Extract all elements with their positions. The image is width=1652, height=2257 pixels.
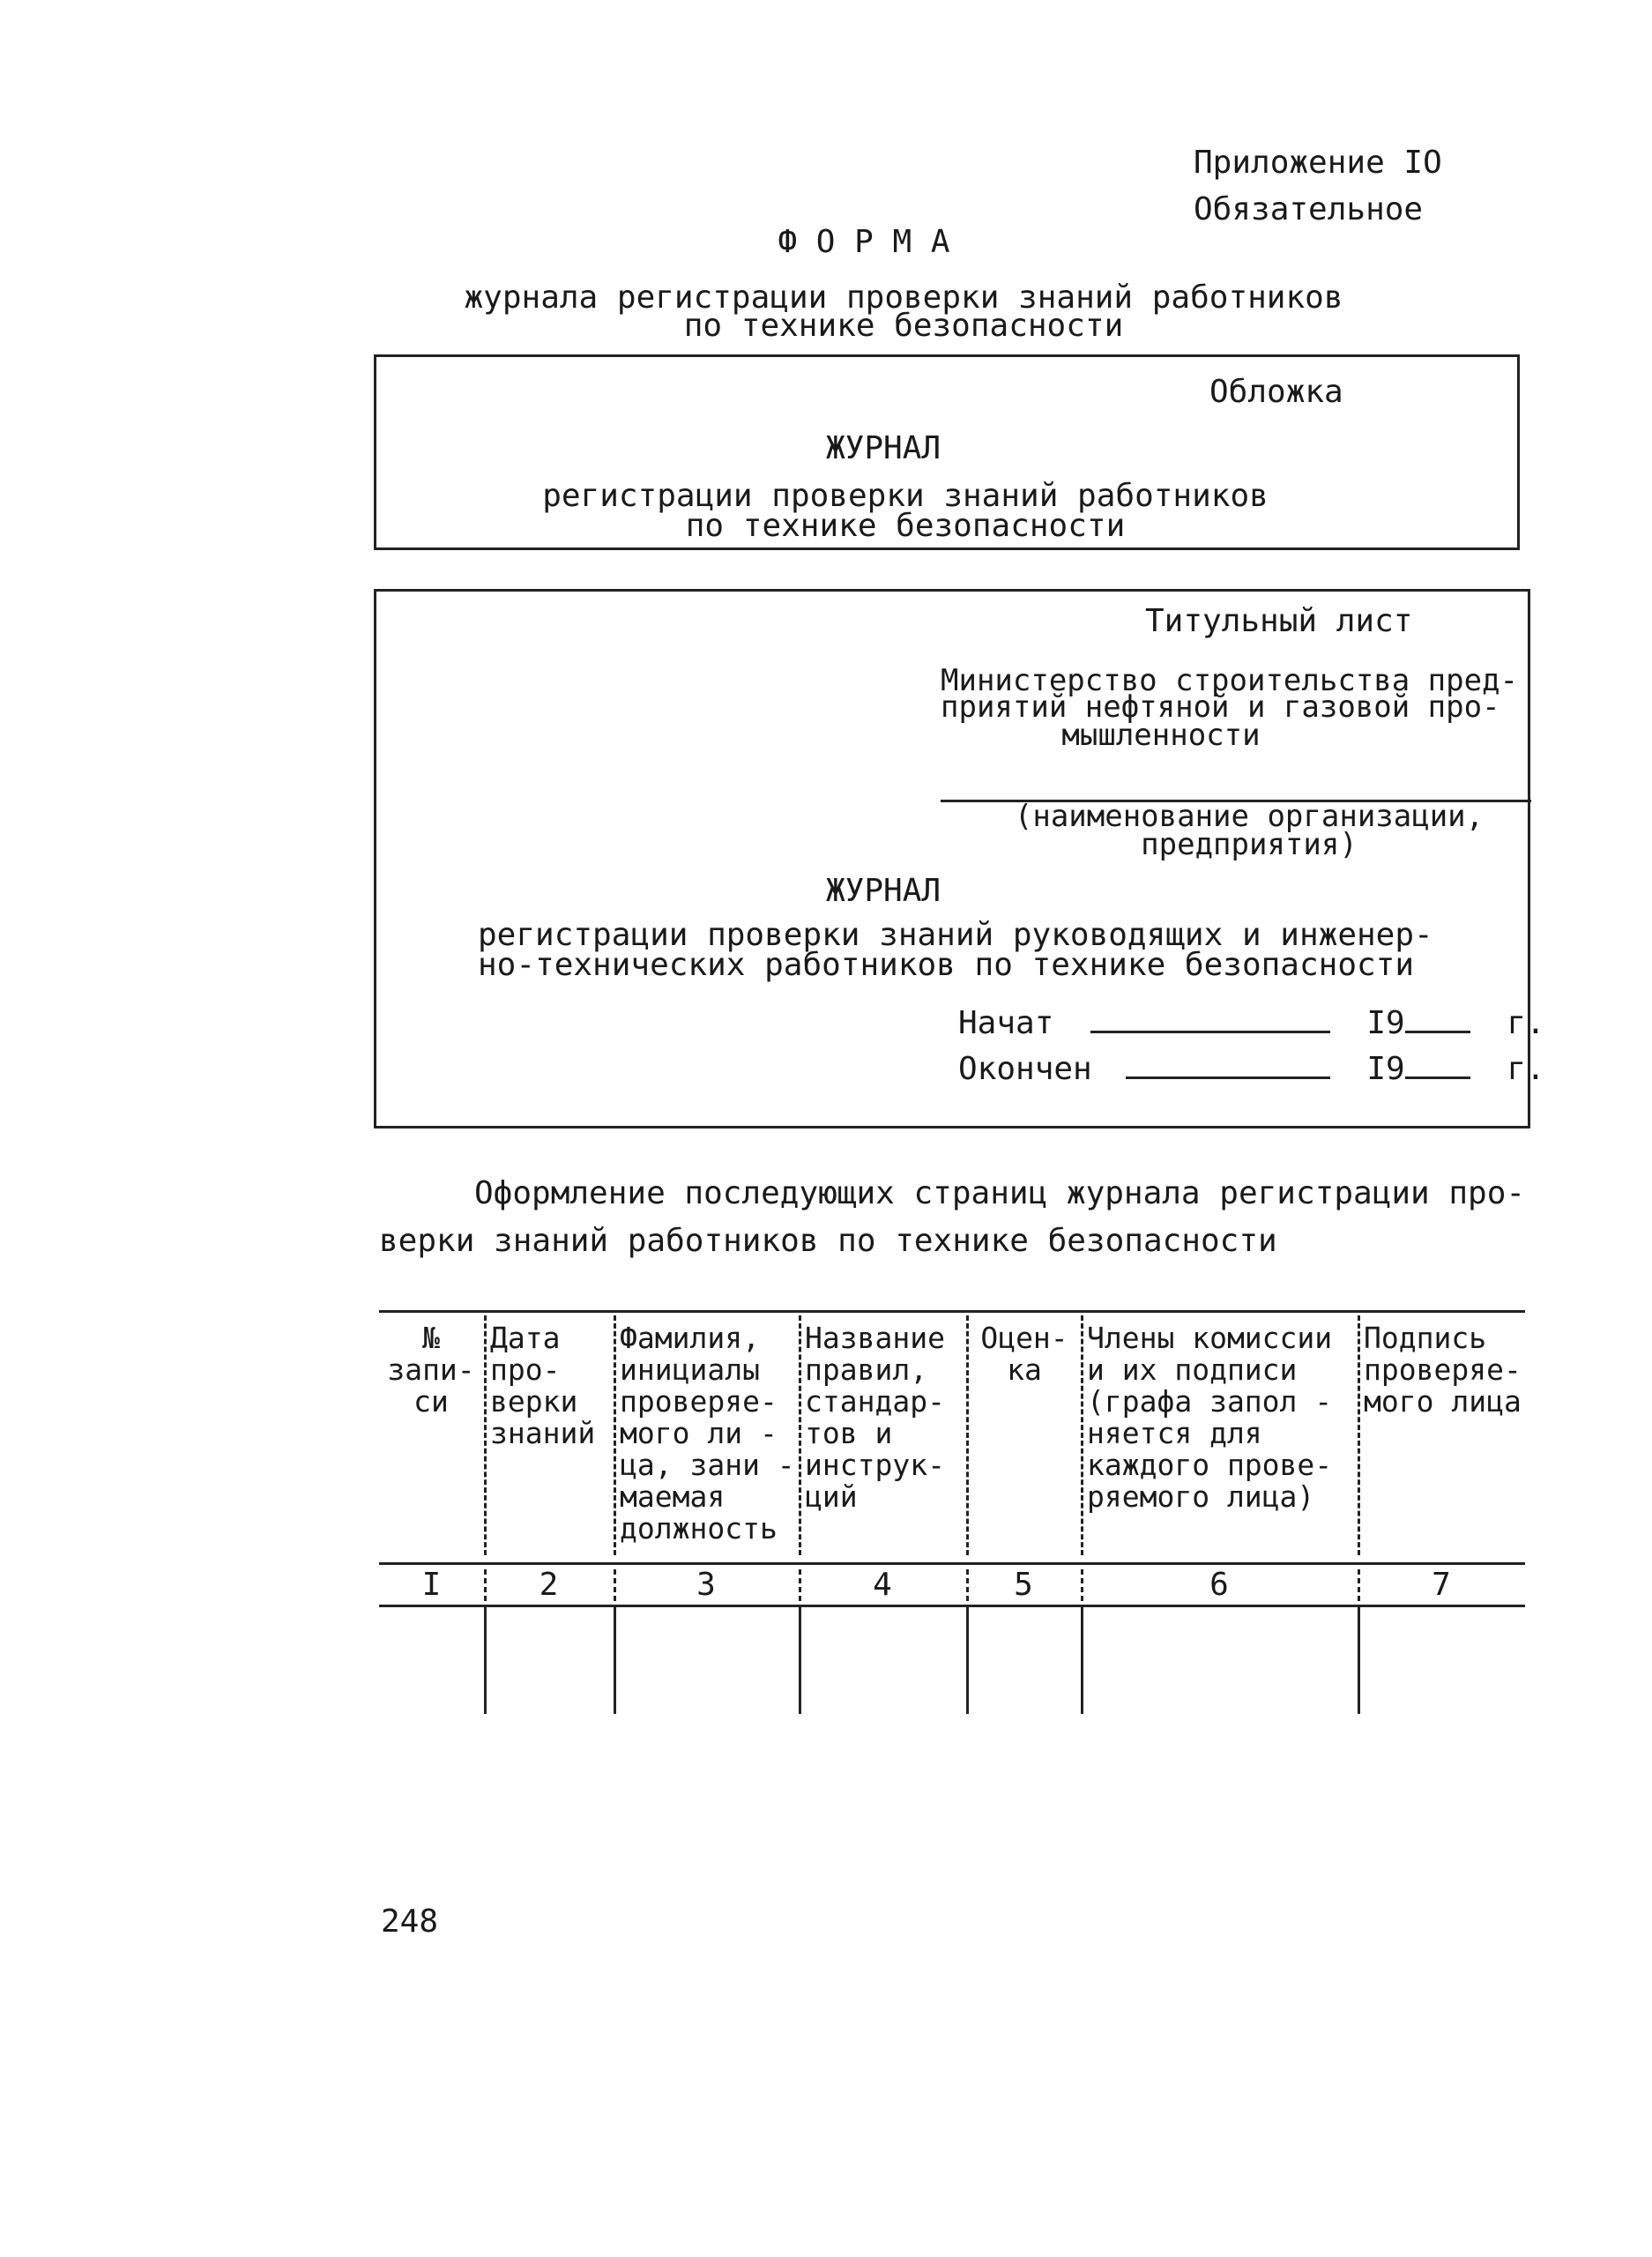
column-header: Члены комиссии и их подписи (графа запол - няется для каждого прове- ряемого лица) <box>1087 1321 1333 1514</box>
column-divider <box>966 1315 969 1555</box>
started-year-blank <box>1405 1004 1470 1033</box>
cover-line2: по технике безопасности <box>685 508 1126 544</box>
column-number: 2 <box>539 1567 559 1603</box>
header-bottom-rule <box>379 1562 1525 1565</box>
journal-line2: но-технических работников по технике безопасности <box>478 947 1415 983</box>
body-column-line <box>1081 1606 1083 1714</box>
column-header: № запи- си <box>387 1321 475 1419</box>
column-divider <box>1358 1315 1360 1555</box>
ministry-line3: мышленности <box>1061 718 1261 753</box>
started-row <box>958 1004 1545 1041</box>
appendix-number: Приложение IO <box>1194 145 1442 181</box>
column-number: 6 <box>1209 1567 1229 1603</box>
cover-label: Обложка <box>1209 374 1343 410</box>
form-subtitle-line1: журнала регистрации проверки знаний работников <box>464 279 1343 316</box>
started-year-prefix: I9 <box>1366 1005 1405 1041</box>
ended-year-prefix: I9 <box>1366 1051 1405 1087</box>
column-number: I <box>421 1567 442 1603</box>
ended-year-blank <box>1405 1050 1470 1079</box>
column-header: Фамилия, инициалы проверяе- мого ли - ца, зани - маемая должность <box>620 1321 795 1546</box>
ended-label: Окончен <box>958 1051 1092 1087</box>
section-line1: Оформление последующих страниц журнала регистрации про- <box>474 1175 1526 1211</box>
section-line2: верки знаний работников по технике безопасности <box>379 1223 1277 1259</box>
number-row-bottom-rule <box>379 1605 1525 1607</box>
column-header: Оцен- ка <box>980 1321 1068 1387</box>
column-header: Дата про- верки знаний <box>490 1321 596 1450</box>
body-column-line <box>614 1606 616 1714</box>
title-page-label: Титульный лист <box>1145 603 1413 639</box>
cover-heading: ЖУРНАЛ <box>826 430 941 466</box>
appendix-status: Обязательное <box>1194 191 1424 227</box>
journal-heading: ЖУРНАЛ <box>826 873 941 909</box>
form-subtitle-line2: по технике безопасности <box>683 308 1124 344</box>
ministry-line1: Министерство строительства пред- <box>941 663 1519 698</box>
body-column-line <box>799 1606 801 1714</box>
column-divider <box>484 1315 487 1555</box>
started-date-blank <box>1090 1004 1330 1033</box>
ended-year-suffix: г. <box>1507 1051 1545 1087</box>
column-divider <box>1081 1315 1083 1555</box>
form-title: Ф О Р М А <box>778 224 950 260</box>
body-column-line <box>484 1606 487 1714</box>
cover-frame <box>374 354 1520 550</box>
page-number: 248 <box>381 1903 439 1940</box>
column-header: Название правил, стандар- тов и инструк- ций <box>805 1321 945 1514</box>
organization-caption-line1: (наименование организации, <box>1014 799 1485 834</box>
ended-date-blank <box>1126 1050 1330 1079</box>
column-divider <box>614 1315 616 1555</box>
title-page-frame <box>374 589 1545 1128</box>
body-column-line <box>1358 1606 1360 1714</box>
column-number: 7 <box>1432 1567 1451 1603</box>
column-divider <box>799 1315 801 1555</box>
journal-line1: регистрации проверки знаний руководящих и инженер- <box>478 917 1433 953</box>
column-number: 3 <box>696 1567 716 1603</box>
ended-row <box>958 1050 1545 1087</box>
cover-line1: регистрации проверки знаний работников <box>542 478 1269 514</box>
table-top-rule <box>379 1310 1525 1313</box>
column-header: Подпись проверяе- мого лица <box>1364 1321 1522 1419</box>
started-year-suffix: г. <box>1507 1005 1545 1041</box>
started-label: Начат <box>958 1005 1054 1041</box>
column-number: 5 <box>1014 1567 1033 1603</box>
ministry-line2: приятий нефтяной и газовой про- <box>941 689 1500 725</box>
organization-caption-line2: предприятия) <box>1141 827 1358 862</box>
column-number: 4 <box>873 1567 892 1603</box>
body-column-line <box>966 1606 969 1714</box>
